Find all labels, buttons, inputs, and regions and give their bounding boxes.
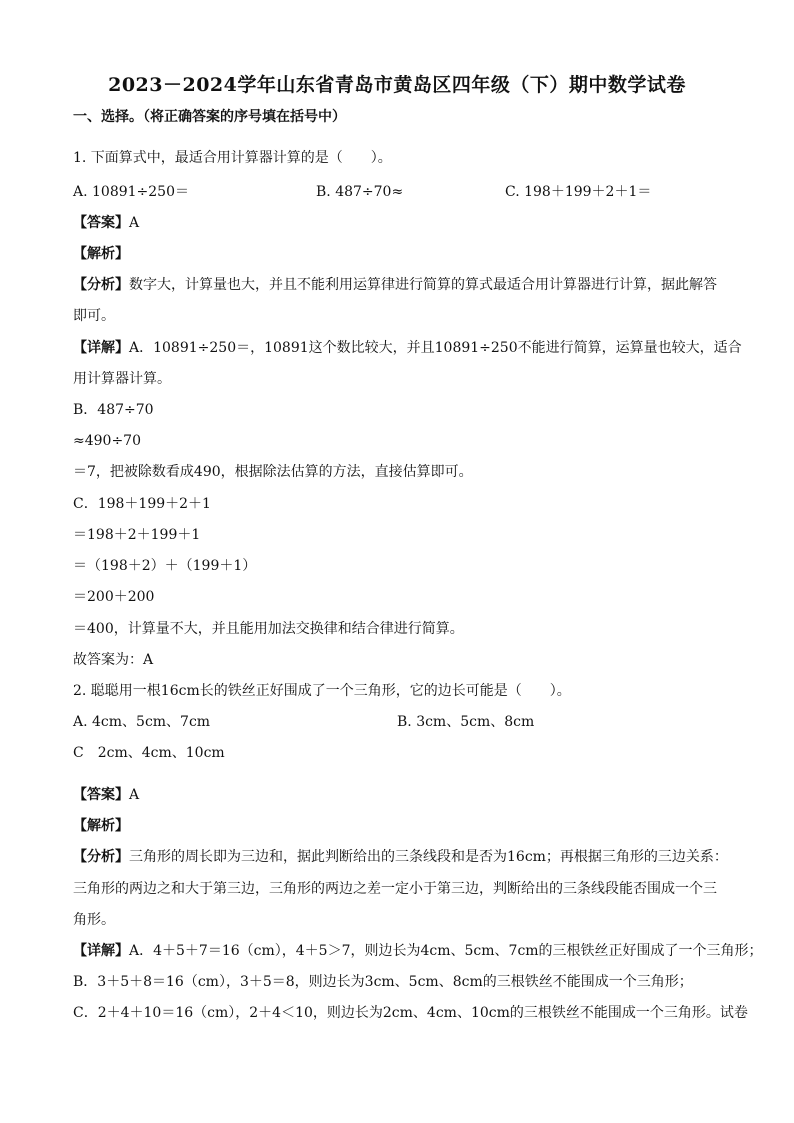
detail-text: A．4＋5＋7＝16（cm），4＋5＞7，则边长为4cm、5cm、7cm的三根铁丝正好围成了一个三角形； [129, 943, 763, 959]
question-2-fenxi-line-2: 三角形的两边之和大于第三边，三角形的两边之差一定小于第三边，判断给出的三条线段能否围成一个三 [73, 881, 717, 897]
fenxi-text: 数字大，计算量也大，并且不能利用运算律进行简算的算式最适合用计算器进行计算，据此解答 [129, 277, 717, 293]
question-2-detail-line-3: C．2＋4＋10＝16（cm），2＋4＜10，则边长为2cm、4cm、10cm的三根铁丝不能围成一个三角形。试卷 [73, 1005, 748, 1021]
question-2-detail-line-1 [73, 942, 763, 960]
question-1-detail-line-5: ＝7，把被除数看成490，根据除法估算的方法，直接估算即可。 [73, 464, 473, 480]
question-1-detail-line-9: ＝200＋200 [73, 589, 155, 605]
question-2-option-b: B. 3cm、5cm、8cm [397, 714, 535, 730]
answer-tag: 【答案】 [73, 215, 129, 231]
question-1-option-b: B. 487÷70≈ [316, 184, 404, 200]
answer-value: A [129, 215, 140, 231]
question-2-option-c: C 2cm、4cm、10cm [73, 745, 225, 761]
question-1-conclusion: 故答案为：A [73, 652, 154, 668]
question-1-fenxi-line-2: 即可。 [73, 308, 115, 324]
question-1-detail-line-6: C．198＋199＋2＋1 [73, 496, 211, 512]
question-1-stem: 1. 下面算式中，最适合用计算器计算的是（ ）。 [73, 150, 392, 166]
question-1-detail-line-10: ＝400，计算量不大，并且能用加法交换律和结合律进行简算。 [73, 621, 464, 637]
answer-tag: 【答案】 [73, 787, 129, 803]
question-2-detail-line-2: B．3＋5＋8＝16（cm），3＋5＝8，则边长为3cm、5cm、8cm的三根铁丝不能围成一个三角形； [73, 974, 693, 990]
question-1-fenxi-line-1 [73, 276, 717, 294]
section-heading: 一、选择。（将正确答案的序号填在括号中） [73, 109, 346, 125]
detail-text: A．10891÷250＝，10891这个数比较大，并且10891÷250不能进行简算，运算量也较大，适合 [129, 340, 742, 356]
fenxi-tag: 【分析】 [73, 849, 129, 865]
fenxi-tag: 【分析】 [73, 277, 129, 293]
question-1-option-c: C. 198＋199＋2＋1＝ [505, 184, 652, 200]
question-1-detail-line-3: B．487÷70 [73, 402, 154, 418]
question-2-stem: 2. 聪聪用一根16cm长的铁丝正好围成了一个三角形，它的边长可能是（ ）。 [73, 683, 571, 699]
answer-value: A [129, 787, 140, 803]
question-1-detail-line-1 [73, 339, 742, 357]
question-1-detail-line-2: 用计算器计算。 [73, 371, 171, 387]
fenxi-text: 三角形的周长即为三边和，据此判断给出的三条线段和是否为16cm；再根据三角形的三边关系： [129, 849, 728, 865]
question-2-fenxi-line-1 [73, 848, 728, 866]
page-title: 2023－2024学年山东省青岛市黄岛区四年级（下）期中数学试卷 [108, 74, 686, 96]
question-1-detail-line-7: ＝198＋2＋199＋1 [73, 527, 201, 543]
question-1-analysis-tag: 【解析】 [73, 246, 129, 262]
xiangjie-tag: 【详解】 [73, 340, 129, 356]
question-1-option-a: A. 10891÷250＝ [73, 184, 189, 200]
question-2-answer [73, 786, 139, 804]
question-1-answer [73, 214, 139, 232]
question-2-fenxi-line-3: 角形。 [73, 912, 115, 928]
question-1-detail-line-4: ≈490÷70 [73, 433, 141, 449]
xiangjie-tag: 【详解】 [73, 943, 129, 959]
question-2-analysis-tag: 【解析】 [73, 818, 129, 834]
question-1-detail-line-8: ＝（198＋2）＋（199＋1） [73, 558, 257, 574]
question-2-option-a: A. 4cm、5cm、7cm [73, 714, 211, 730]
